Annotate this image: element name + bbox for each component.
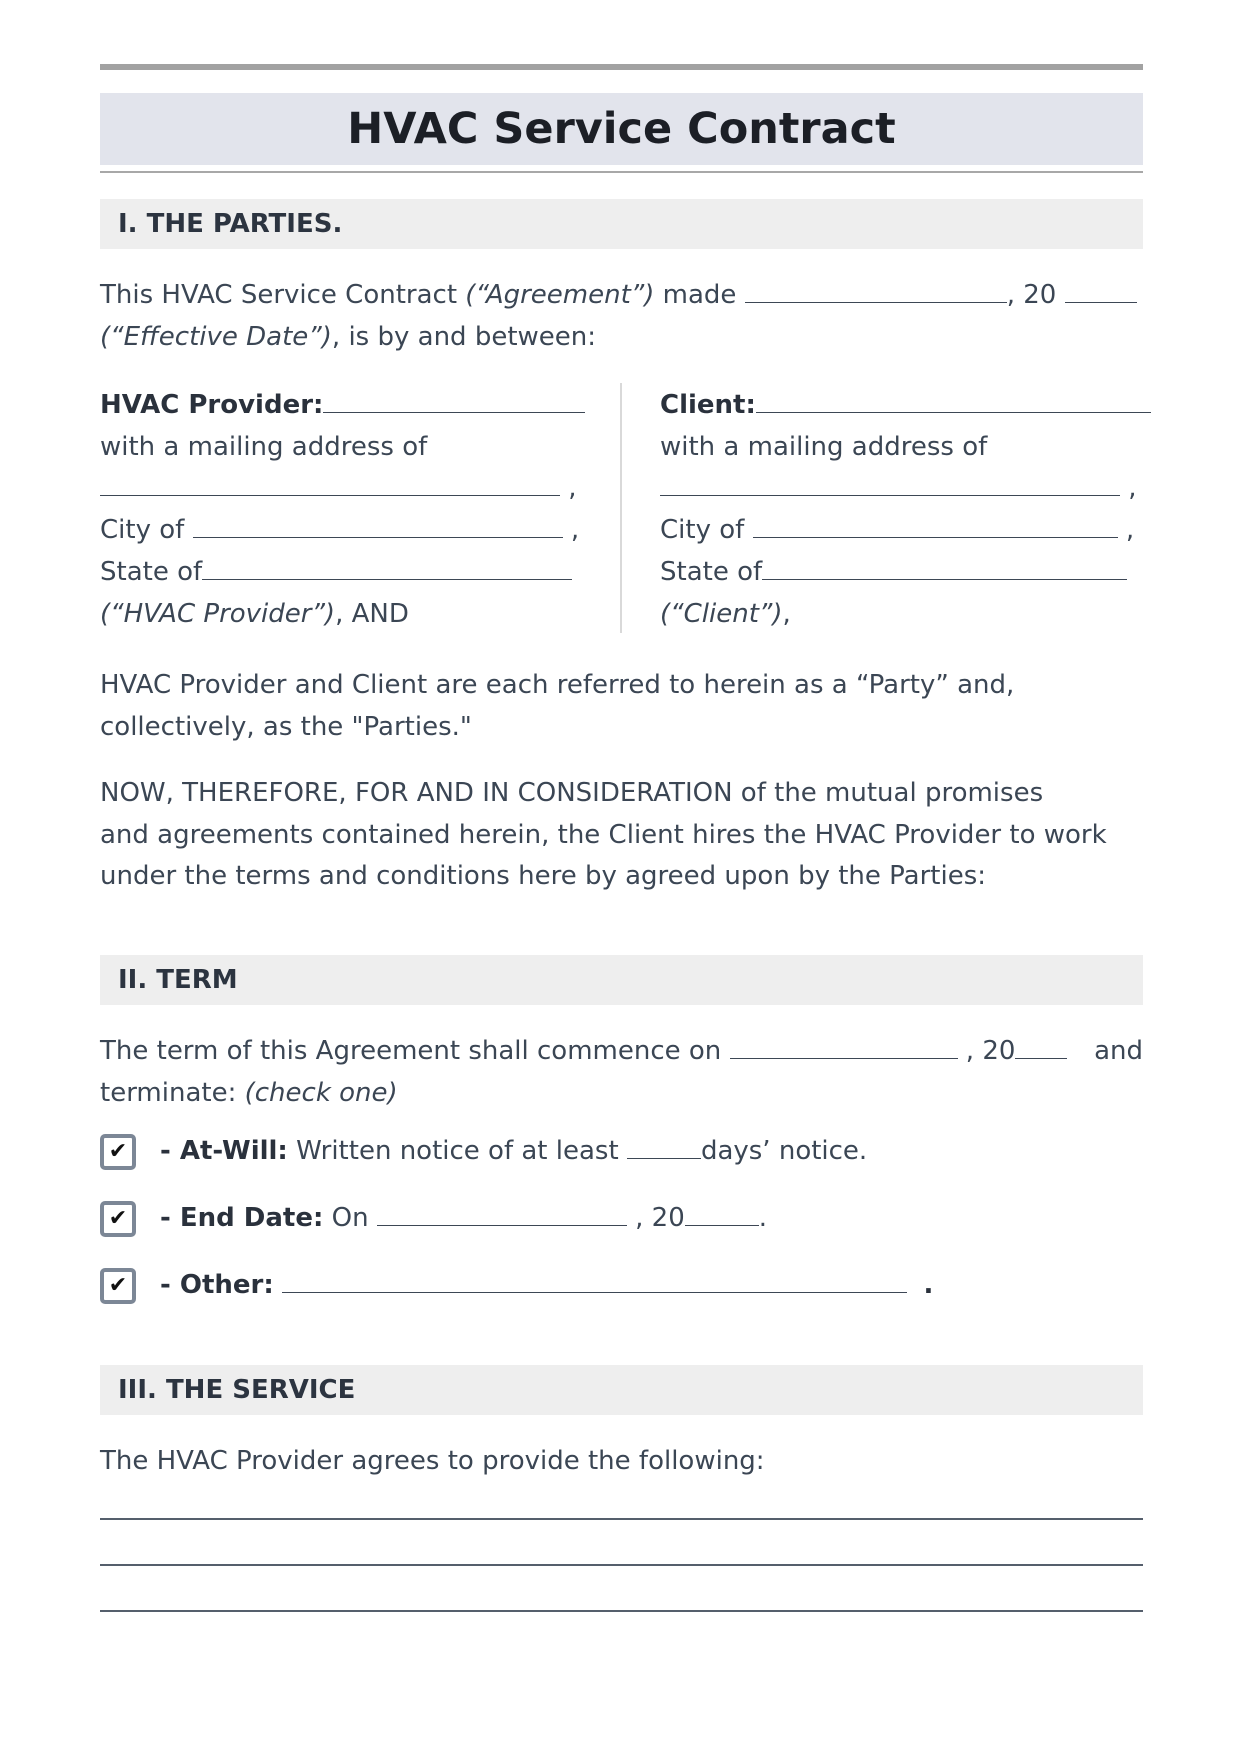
party-definition-line-1: HVAC Provider and Client are each referred to herein as a “Party” and,	[100, 670, 1015, 700]
term-commence-text: The term of this Agreement shall commence on	[100, 1036, 730, 1066]
consideration-line-2: and agreements contained herein, the Client hires the HVAC Provider to work	[100, 820, 1107, 850]
end-date-period: .	[758, 1203, 768, 1233]
end-date-label: - End Date:	[160, 1203, 324, 1233]
comma: ,	[570, 515, 580, 545]
service-line-3[interactable]	[100, 1610, 1143, 1612]
other-checkbox[interactable]: ✔	[100, 1268, 136, 1304]
end-date-blank[interactable]	[377, 1203, 627, 1226]
client-ref-line	[660, 597, 791, 631]
intro-between: , is by and between:	[331, 322, 597, 352]
at-will-label: - At-Will:	[160, 1136, 288, 1166]
other-blank[interactable]	[282, 1270, 907, 1293]
provider-city-blank[interactable]	[193, 515, 563, 538]
intro-year-prefix: , 20	[1006, 280, 1065, 310]
column-divider	[620, 383, 622, 633]
effective-date-term: (“Effective Date”)	[100, 322, 332, 352]
term-terminate-text: terminate:	[100, 1078, 245, 1108]
section-heading-text: I. THE PARTIES.	[118, 209, 343, 239]
provider-ref-line	[100, 597, 409, 631]
consideration-line-3: under the terms and conditions here by agreed upon by the Parties:	[100, 861, 987, 891]
provider-state-label: State of	[100, 557, 203, 587]
effective-date-blank[interactable]	[745, 280, 1007, 303]
contract-page	[100, 0, 1143, 1755]
section-heading-text: III. THE SERVICE	[118, 1375, 356, 1405]
provider-address-blank[interactable]	[100, 473, 560, 496]
comma: ,	[568, 473, 577, 503]
client-state-blank[interactable]	[762, 557, 1127, 580]
end-date-year-blank[interactable]	[685, 1203, 759, 1226]
comma: ,	[1128, 473, 1137, 503]
other-option	[160, 1268, 933, 1302]
effective-year-blank[interactable]	[1065, 280, 1137, 303]
at-will-end: days’ notice.	[700, 1136, 868, 1166]
provider-mailing-label: with a mailing address of	[100, 432, 428, 462]
client-label: Client:	[660, 390, 756, 420]
notice-days-blank[interactable]	[627, 1136, 701, 1159]
at-will-checkbox[interactable]: ✔	[100, 1134, 136, 1170]
service-line-2[interactable]	[100, 1564, 1143, 1566]
intro-line-2	[100, 320, 596, 354]
other-label: - Other:	[160, 1270, 274, 1300]
end-date-checkbox[interactable]: ✔	[100, 1201, 136, 1237]
page-title: HVAC Service Contract	[347, 104, 896, 154]
intro-line-1	[100, 278, 1137, 312]
consideration-line-1: NOW, THEREFORE, FOR AND IN CONSIDERATION of the mutual promises	[100, 778, 1044, 808]
agreement-term: (“Agreement”)	[465, 280, 655, 310]
service-intro: The HVAC Provider agrees to provide the following:	[100, 1446, 765, 1476]
provider-state-line	[100, 555, 572, 589]
client-address-line	[660, 471, 1137, 505]
term-year-prefix: , 20	[957, 1036, 1016, 1066]
section-service-heading	[100, 1365, 1143, 1415]
client-city-line	[660, 513, 1134, 547]
client-city-blank[interactable]	[753, 515, 1118, 538]
service-line-1[interactable]	[100, 1518, 1143, 1520]
title-underline	[100, 171, 1143, 173]
at-will-option	[160, 1134, 867, 1168]
client-address-blank[interactable]	[660, 473, 1120, 496]
client-city-label: City of	[660, 515, 753, 545]
client-state-line	[660, 555, 1127, 589]
provider-label: HVAC Provider:	[100, 390, 324, 420]
client-name-blank[interactable]	[756, 390, 1151, 413]
provider-name-line	[100, 388, 585, 422]
section-heading-text: II. TERM	[118, 965, 238, 995]
end-date-year-prefix: , 20	[626, 1203, 685, 1233]
provider-name-blank[interactable]	[323, 390, 585, 413]
end-date-on: On	[323, 1203, 377, 1233]
check-one-hint: (check one)	[244, 1078, 398, 1108]
title-banner	[100, 93, 1143, 165]
intro-text: This HVAC Service Contract	[100, 280, 466, 310]
provider-city-line	[100, 513, 579, 547]
provider-ref: (“HVAC Provider”)	[100, 599, 336, 629]
provider-address-line	[100, 471, 577, 505]
term-year-blank[interactable]	[1015, 1036, 1067, 1059]
client-comma: ,	[782, 599, 791, 629]
at-will-text: Written notice of at least	[287, 1136, 627, 1166]
section-parties-heading	[100, 199, 1143, 249]
comma: ,	[1125, 515, 1135, 545]
term-and: and	[1094, 1036, 1143, 1066]
client-ref: (“Client”)	[660, 599, 783, 629]
other-period: .	[923, 1270, 934, 1300]
provider-city-label: City of	[100, 515, 193, 545]
client-mailing-label: with a mailing address of	[660, 432, 988, 462]
party-definition-line-2: collectively, as the "Parties."	[100, 712, 472, 742]
client-state-label: State of	[660, 557, 763, 587]
intro-made: made	[654, 280, 745, 310]
term-line-2	[100, 1076, 398, 1110]
term-start-date-blank[interactable]	[730, 1036, 958, 1059]
top-divider	[100, 64, 1143, 70]
provider-and: , AND	[335, 599, 409, 629]
section-term-heading	[100, 955, 1143, 1005]
end-date-option	[160, 1201, 767, 1235]
term-line-1	[100, 1034, 1067, 1068]
client-name-line	[660, 388, 1151, 422]
provider-state-blank[interactable]	[202, 557, 572, 580]
